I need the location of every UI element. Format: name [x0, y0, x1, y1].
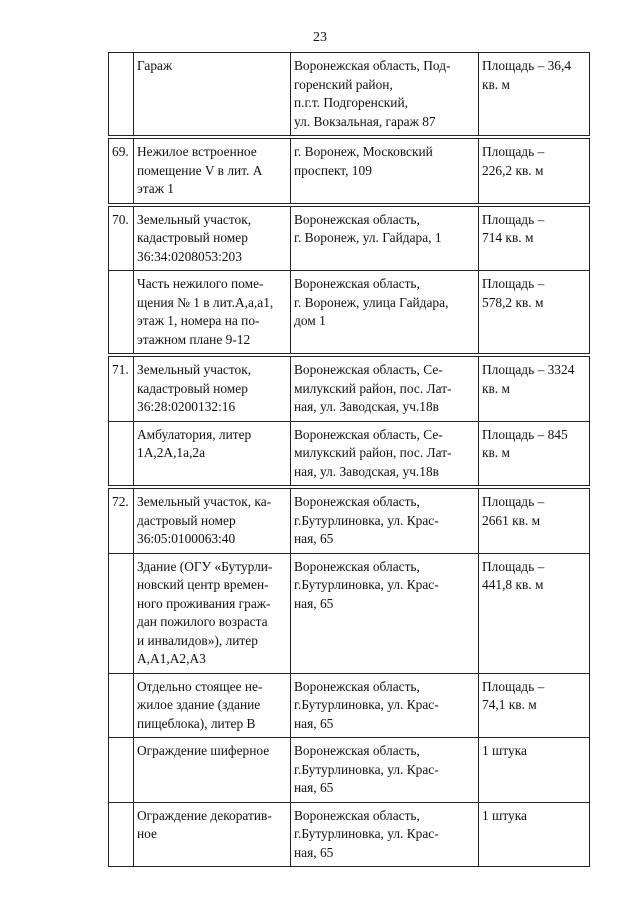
item-number — [109, 738, 134, 803]
item-number — [109, 673, 134, 738]
object-name: Нежилое встроенное помещение V в лит. А этаж 1 — [134, 139, 291, 204]
table-row — [109, 271, 590, 354]
table-row — [109, 738, 590, 803]
table-row — [109, 53, 590, 136]
object-name: Ограждение шиферное — [134, 738, 291, 803]
table-row — [109, 489, 590, 554]
item-number — [109, 271, 134, 354]
table-row — [109, 802, 590, 867]
table-row — [109, 206, 590, 271]
table-row — [109, 673, 590, 738]
object-name: Часть нежилого поме- щения № 1 в лит.А,а,а1, этаж 1, номера на по- этажном плане 9-12 — [134, 271, 291, 354]
object-area: Площадь – 226,2 кв. м — [479, 139, 590, 204]
object-area: Площадь – 74,1 кв. м — [479, 673, 590, 738]
page-number: 23 — [313, 30, 327, 45]
object-address: г. Воронеж, Московский проспект, 109 — [291, 139, 479, 204]
item-number — [109, 553, 134, 673]
table-row — [109, 553, 590, 673]
object-area: Площадь – 3324 кв. м — [479, 357, 590, 422]
object-name: Амбулатория, литер 1А,2А,1а,2а — [134, 421, 291, 486]
object-address: Воронежская область, Се- милукский район, пос. Лат- ная, ул. Заводская, уч.18в — [291, 357, 479, 422]
object-area: Площадь – 578,2 кв. м — [479, 271, 590, 354]
object-area: 1 штука — [479, 802, 590, 867]
object-address: Воронежская область, Под- горенский район, п.г.т. Подгоренский, ул. Вокзальная, гараж 87 — [291, 53, 479, 136]
object-address: Воронежская область, г.Бутурлиновка, ул. Крас- ная, 65 — [291, 553, 479, 673]
object-area: Площадь – 441,8 кв. м — [479, 553, 590, 673]
object-address: Воронежская область, г.Бутурлиновка, ул. Крас- ная, 65 — [291, 802, 479, 867]
object-area: Площадь – 845 кв. м — [479, 421, 590, 486]
object-address: Воронежская область, г. Воронеж, ул. Гайдара, 1 — [291, 206, 479, 271]
object-name: Земельный участок, ка- дастровый номер 36:05:0100063:40 — [134, 489, 291, 554]
item-number — [109, 53, 134, 136]
property-registry-table — [108, 52, 590, 867]
item-number — [109, 421, 134, 486]
object-area: 1 штука — [479, 738, 590, 803]
item-number: 72. — [109, 489, 134, 554]
item-number — [109, 802, 134, 867]
object-area: Площадь – 36,4 кв. м — [479, 53, 590, 136]
item-number: 69. — [109, 139, 134, 204]
object-name: Гараж — [134, 53, 291, 136]
item-number: 70. — [109, 206, 134, 271]
object-address: Воронежская область, г. Воронеж, улица Гайдара, дом 1 — [291, 271, 479, 354]
object-address: Воронежская область, Се- милукский район, пос. Лат- ная, ул. Заводская, уч.18в — [291, 421, 479, 486]
object-name: Земельный участок, кадастровый номер 36:28:0200132:16 — [134, 357, 291, 422]
object-name: Здание (ОГУ «Бутурли- новский центр времен- ного проживания граж- дан пожилого возраста и инвалидов»), литер А,А1,А2,А3 — [134, 553, 291, 673]
table-row — [109, 421, 590, 486]
object-address: Воронежская область, г.Бутурлиновка, ул. Крас- ная, 65 — [291, 673, 479, 738]
table-row — [109, 139, 590, 204]
object-name: Ограждение декоратив- ное — [134, 802, 291, 867]
object-address: Воронежская область, г.Бутурлиновка, ул. Крас- ная, 65 — [291, 489, 479, 554]
item-number: 71. — [109, 357, 134, 422]
table-row — [109, 357, 590, 422]
object-name: Отдельно стоящее не- жилое здание (здание пищеблока), литер В — [134, 673, 291, 738]
object-area: Площадь – 714 кв. м — [479, 206, 590, 271]
object-name: Земельный участок, кадастровый номер 36:34:0208053:203 — [134, 206, 291, 271]
object-area: Площадь – 2661 кв. м — [479, 489, 590, 554]
object-address: Воронежская область, г.Бутурлиновка, ул. Крас- ная, 65 — [291, 738, 479, 803]
